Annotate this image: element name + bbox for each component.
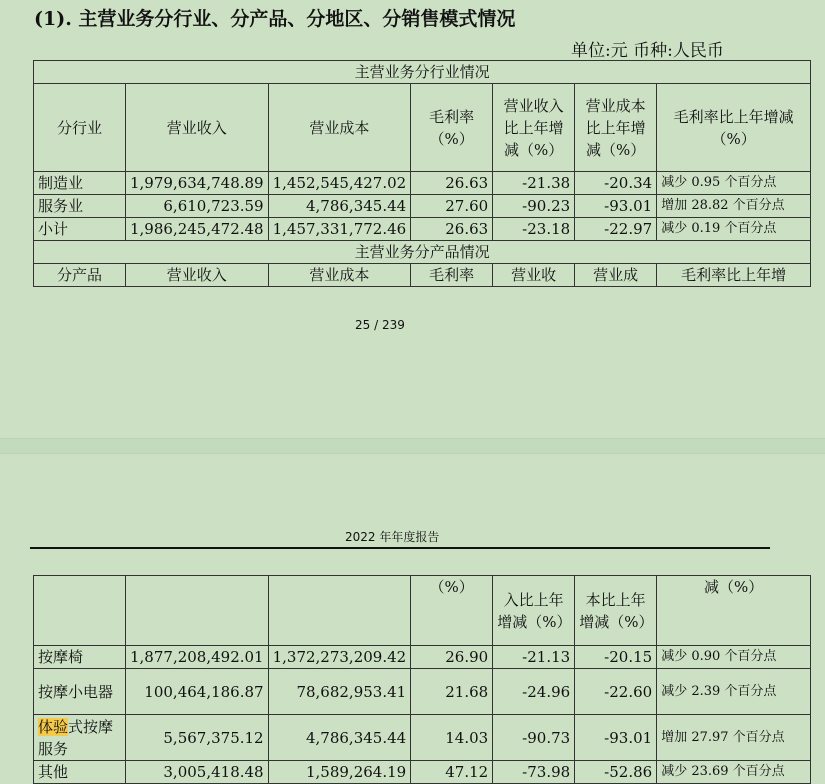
table-row: [34, 172, 811, 195]
header-revenue-change: 营业收: [493, 264, 575, 287]
cell-cost-change: -20.34: [575, 172, 657, 195]
header-margin-change-cont: 减（%）: [657, 576, 811, 646]
cell-revenue-change: -73.98: [493, 761, 575, 784]
cell-cost-change: -22.60: [575, 669, 657, 715]
cell-revenue-change: -21.13: [493, 646, 575, 669]
header-margin-change: 毛利率比上年增减（%）: [657, 84, 811, 172]
cell-cost: 1,452,545,427.02: [268, 172, 411, 195]
cell-margin-change: 减少 0.19 个百分点: [657, 218, 811, 241]
header-industry: 分行业: [34, 84, 126, 172]
cell-margin-change: 减少 0.90 个百分点: [657, 646, 811, 669]
cell-margin: 14.03: [411, 715, 493, 761]
row-label: 其他: [34, 761, 126, 784]
header-gross-margin: 毛利率（%）: [411, 84, 493, 172]
cell-revenue-change: -24.96: [493, 669, 575, 715]
cell-revenue: 6,610,723.59: [126, 195, 269, 218]
row-label: 按摩小电器: [34, 669, 126, 715]
table-row: [34, 646, 811, 669]
cell-revenue: 100,464,186.87: [126, 669, 269, 715]
row-label-highlighted: [34, 715, 126, 761]
cell-revenue: 5,567,375.12: [126, 715, 269, 761]
cell-revenue: 1,877,208,492.01: [126, 646, 269, 669]
cell-cost: 1,372,273,209.42: [268, 646, 411, 669]
table-row: [34, 195, 811, 218]
header-revenue: 营业收入: [126, 84, 269, 172]
header-cost-change: 营业成: [575, 264, 657, 287]
table-row: [34, 669, 811, 715]
cell-margin: 27.60: [411, 195, 493, 218]
cell-margin: 26.63: [411, 172, 493, 195]
industry-table: [33, 60, 811, 287]
header-gross-margin: 毛利率: [411, 264, 493, 287]
header-cost-cont: [268, 576, 411, 646]
cell-margin-change: 增加 27.97 个百分点: [657, 715, 811, 761]
cell-margin-change: 减少 0.95 个百分点: [657, 172, 811, 195]
cell-revenue: 1,986,245,472.48: [126, 218, 269, 241]
row-label: 制造业: [34, 172, 126, 195]
row-label-rest: 式按摩服务: [38, 717, 114, 758]
cell-cost-change: -22.97: [575, 218, 657, 241]
row-label: 按摩椅: [34, 646, 126, 669]
industry-section-title: 主营业务分行业情况: [34, 61, 811, 84]
cell-revenue-change: -21.38: [493, 172, 575, 195]
header-margin-change: 毛利率比上年增: [657, 264, 811, 287]
cell-revenue-change: -90.23: [493, 195, 575, 218]
header-revenue-change-cont: 入比上年增减（%）: [493, 576, 575, 646]
page-break: [0, 438, 825, 454]
header-revenue-change: 营业收入比上年增减（%）: [493, 84, 575, 172]
cell-cost: 4,786,345.44: [268, 195, 411, 218]
cell-cost-change: -52.86: [575, 761, 657, 784]
cell-cost: 78,682,953.41: [268, 669, 411, 715]
cell-margin: 26.90: [411, 646, 493, 669]
header-cost: 营业成本: [268, 84, 411, 172]
section-heading: (1). 主营业务分行业、分产品、分地区、分销售模式情况: [34, 8, 516, 30]
product-table: [33, 575, 811, 784]
cell-cost: 1,457,331,772.46: [268, 218, 411, 241]
table-row: [34, 218, 811, 241]
cell-cost: 4,786,345.44: [268, 715, 411, 761]
header-revenue-cont: [126, 576, 269, 646]
header-cost-change: 营业成本比上年增减（%）: [575, 84, 657, 172]
cell-revenue: 1,979,634,748.89: [126, 172, 269, 195]
header-product: 分产品: [34, 264, 126, 287]
header-gross-margin-cont: （%）: [411, 576, 493, 646]
table-row: [34, 761, 811, 784]
header-revenue: 营业收入: [126, 264, 269, 287]
unit-currency-line: 单位:元 币种:人民币: [571, 41, 724, 61]
cell-margin-change: 增加 28.82 个百分点: [657, 195, 811, 218]
table-row: [34, 715, 811, 761]
cell-cost-change: -93.01: [575, 715, 657, 761]
product-section-title: 主营业务分产品情况: [34, 241, 811, 264]
header-cost-change-cont: 本比上年增减（%）: [575, 576, 657, 646]
cell-revenue: 3,005,418.48: [126, 761, 269, 784]
cell-cost-change: -93.01: [575, 195, 657, 218]
cell-revenue-change: -23.18: [493, 218, 575, 241]
cell-margin-change: 减少 23.69 个百分点: [657, 761, 811, 784]
header-product-cont: [34, 576, 126, 646]
cell-revenue-change: -90.73: [493, 715, 575, 761]
cell-cost-change: -20.15: [575, 646, 657, 669]
running-header: 2022 年年度报告: [345, 530, 440, 544]
cell-margin: 21.68: [411, 669, 493, 715]
cell-cost: 1,589,264.19: [268, 761, 411, 784]
highlighted-text: 体验: [38, 717, 69, 736]
cell-margin: 47.12: [411, 761, 493, 784]
cell-margin-change: 减少 2.39 个百分点: [657, 669, 811, 715]
row-label: 小计: [34, 218, 126, 241]
row-label: 服务业: [34, 195, 126, 218]
header-cost: 营业成本: [268, 264, 411, 287]
page-number: 25 / 239: [355, 318, 405, 332]
header-rule: [30, 547, 770, 549]
cell-margin: 26.63: [411, 218, 493, 241]
